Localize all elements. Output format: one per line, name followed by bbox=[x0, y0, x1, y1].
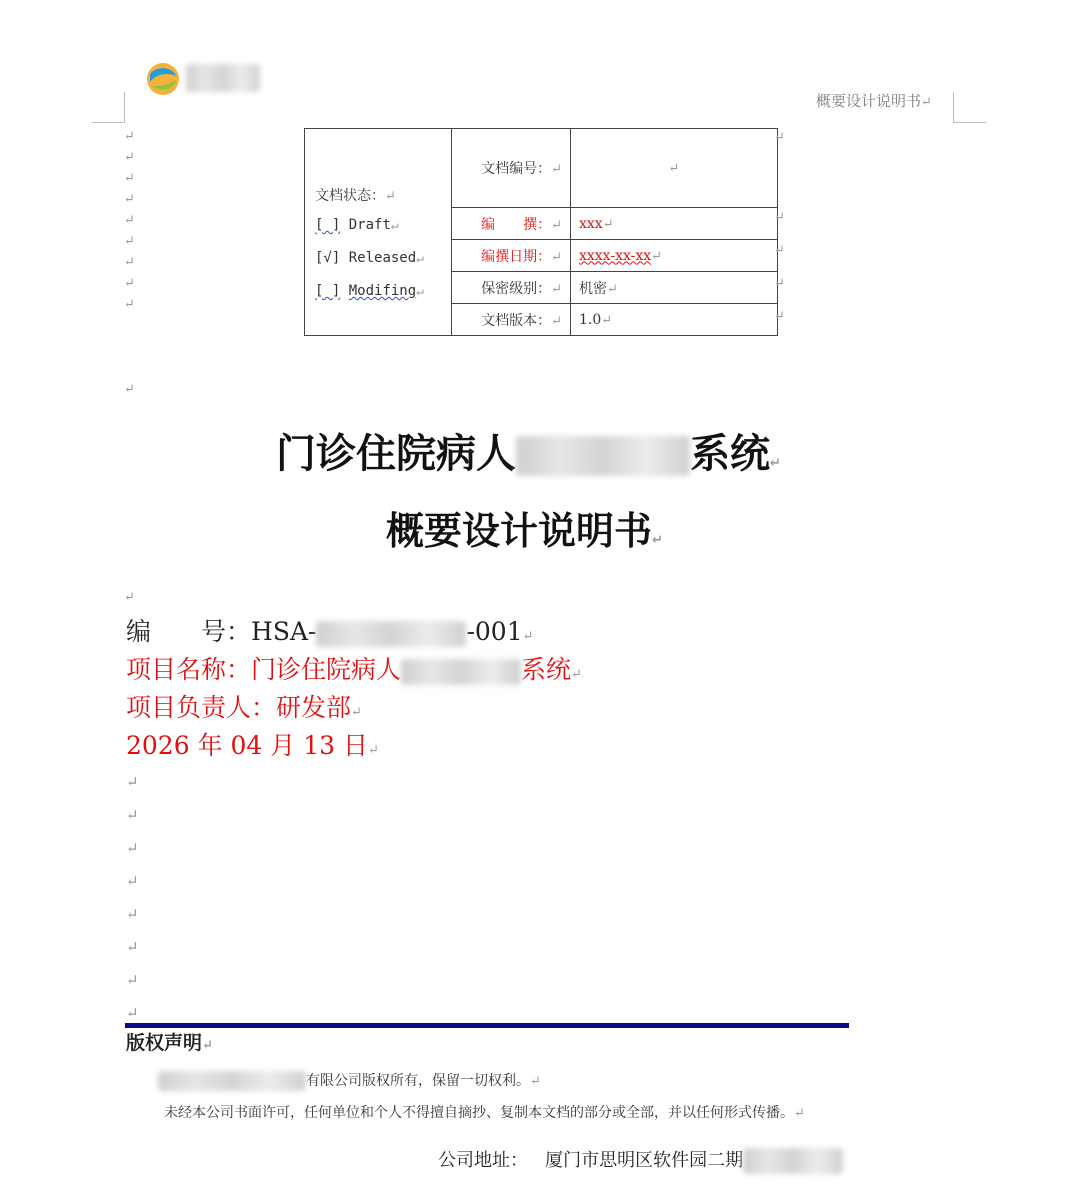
status-cell bbox=[305, 129, 452, 336]
author-label: 编 撰：↵ bbox=[452, 208, 571, 240]
paragraph-mark: ↵ bbox=[124, 382, 135, 397]
company-logo bbox=[146, 62, 180, 96]
document-date: 2026 年 04 月 13 日↵ bbox=[126, 731, 379, 760]
status-option-released: [√] Released↵ bbox=[315, 250, 424, 266]
doc-number-label: 文档编号：↵ bbox=[452, 129, 571, 208]
doc-version-value: 1.0↵ bbox=[571, 304, 778, 336]
copyright-line-2: 未经本公司书面许可，任何单位和个人不得擅自摘抄、复制本文档的部分或全部，并以任何形式传播。↵ bbox=[164, 1105, 805, 1121]
blurred-project-part bbox=[401, 659, 521, 685]
security-level-label: 保密级别：↵ bbox=[452, 272, 571, 304]
project-name: 项目名称：门诊住院病人 系统↵ bbox=[126, 655, 582, 684]
document-subtitle: 概要设计说明书↵ bbox=[386, 509, 663, 553]
author-value: xxx↵ bbox=[571, 208, 778, 240]
status-option-modifing: [ ] Modifing↵ bbox=[315, 283, 424, 299]
corner-mark-top-left bbox=[92, 92, 125, 123]
paragraph-marks-bottom: ↵ ↵ ↵ ↵ ↵ ↵ ↵ ↵ bbox=[126, 773, 139, 1022]
blurred-number-part bbox=[316, 621, 466, 647]
blurred-title-part bbox=[516, 436, 690, 476]
paragraph-marks-top: ↵ ↵ ↵ ↵ ↵ ↵ ↵ ↵ ↵ bbox=[124, 129, 135, 312]
doc-version-label: 文档版本：↵ bbox=[452, 304, 571, 336]
footer-divider bbox=[125, 1023, 849, 1028]
document-number: 编 号：HSA- -001↵ bbox=[126, 617, 534, 646]
corner-mark-top-right bbox=[953, 92, 986, 123]
security-level-value: 机密↵ bbox=[571, 272, 778, 304]
author-date-value: xxxx-xx-xx↵ bbox=[571, 240, 778, 272]
running-title: 概要设计说明书↵ bbox=[816, 92, 932, 110]
company-address: 公司地址： 厦门市思明区软件园二期 bbox=[438, 1146, 843, 1174]
logo-icon bbox=[146, 62, 180, 96]
paragraph-mark: ↵ bbox=[124, 590, 135, 605]
project-owner: 项目负责人：研发部↵ bbox=[126, 693, 362, 722]
blurred-company-name-footer bbox=[158, 1071, 306, 1091]
doc-number-value: ↵ bbox=[571, 129, 778, 208]
document-title: 门诊住院病人 系统↵ bbox=[276, 431, 781, 477]
status-label: 文档状态：↵ bbox=[315, 188, 396, 204]
status-option-draft: [ ] Draft↵ bbox=[315, 217, 399, 233]
author-date-label: 编撰日期：↵ bbox=[452, 240, 571, 272]
copyright-line-1: 有限公司版权所有，保留一切权利。↵ bbox=[158, 1070, 541, 1091]
document-info-table bbox=[304, 128, 778, 336]
table-row-marks: ↵ ↵ ↵ ↵ ↵ bbox=[774, 130, 785, 324]
blurred-address-part bbox=[743, 1148, 843, 1174]
blurred-company-name bbox=[186, 64, 260, 92]
copyright-heading: 版权声明↵ bbox=[126, 1032, 213, 1054]
